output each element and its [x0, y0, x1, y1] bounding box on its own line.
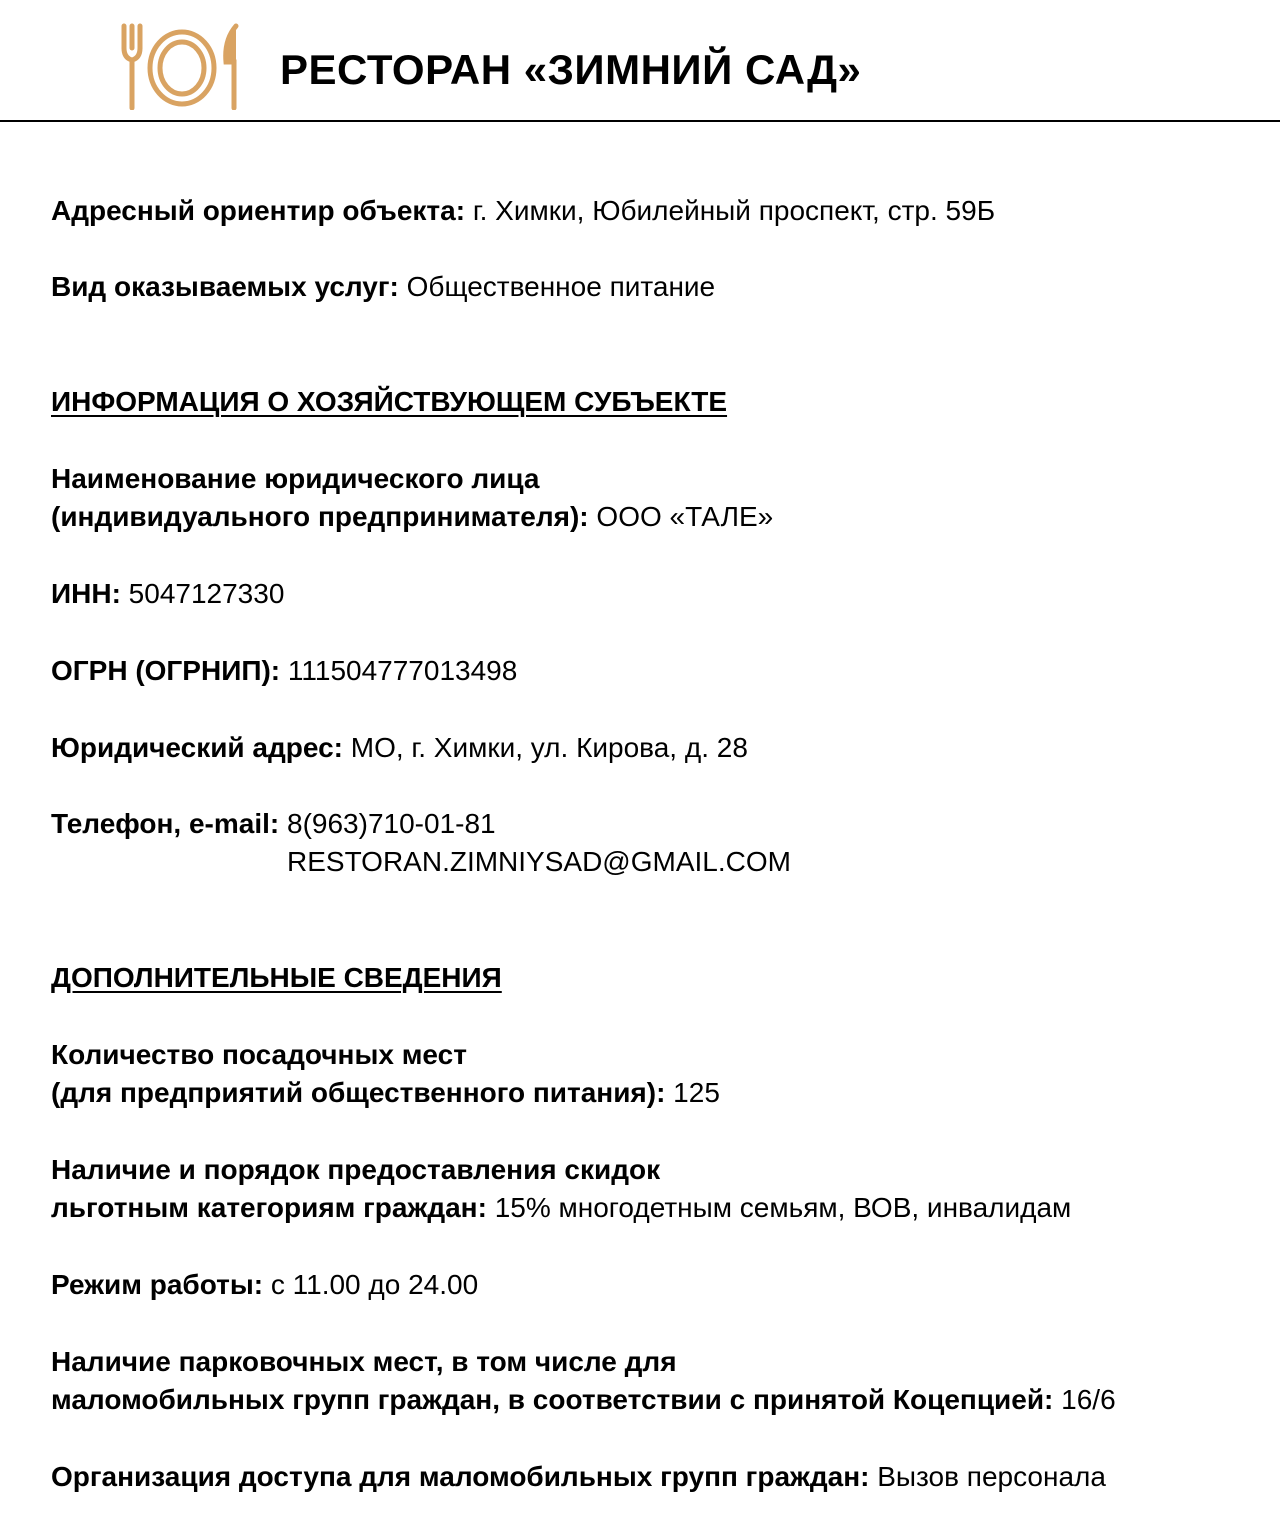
legal-address-value: МО, г. Химки, ул. Кирова, д. 28: [342, 732, 748, 763]
additional-section-heading: ДОПОЛНИТЕЛЬНЫЕ СВЕДЕНИЯ: [51, 962, 502, 993]
inn-value: 5047127330: [120, 578, 285, 609]
page-title: РЕСТОРАН «ЗИМНИЙ САД»: [280, 46, 862, 93]
hours-label: Режим работы:: [51, 1269, 264, 1300]
access-row: [51, 1458, 1106, 1496]
parking-label-second: маломобильных групп граждан, в соответствии с принятой Коцепцией:: [51, 1384, 1054, 1415]
legal-address-row: [51, 729, 748, 767]
plate-fork-knife-icon: [118, 22, 246, 110]
seats-label-first: Количество посадочных мест: [51, 1039, 467, 1070]
legal-name-label-first: Наименование юридического лица: [51, 463, 540, 494]
page-header: [0, 0, 1280, 122]
hours-row: [51, 1266, 478, 1304]
parking-value: 16/6: [1053, 1384, 1116, 1415]
seats-label-second: (для предприятий общественного питания):: [51, 1077, 666, 1108]
seats-value: 125: [665, 1077, 720, 1108]
hours-value: с 11.00 до 24.00: [263, 1269, 479, 1300]
address-value: г. Химки, Юбилейный проспект, стр. 59Б: [465, 195, 996, 226]
legal-name-row: [51, 498, 773, 536]
legal-address-label: Юридический адрес:: [51, 732, 343, 763]
phone-value: 8(963)710-01-81: [279, 808, 496, 839]
access-value: Вызов персонала: [869, 1461, 1106, 1492]
services-label: Вид оказываемых услуг:: [51, 271, 399, 302]
address-label: Адресный ориентир объекта:: [51, 195, 466, 226]
inn-label: ИНН:: [51, 578, 121, 609]
contacts-label: Телефон, e-mail:: [51, 808, 280, 839]
inn-row: [51, 575, 284, 613]
seats-row: [51, 1074, 720, 1112]
entity-section-heading: ИНФОРМАЦИЯ О ХОЗЯЙСТВУЮЩЕМ СУБЪЕКТЕ: [51, 386, 728, 417]
ogrn-label: ОГРН (ОГРНИП):: [51, 655, 281, 686]
parking-label-line1: [51, 1343, 677, 1381]
legal-name-value: ООО «ТАЛЕ»: [588, 501, 774, 532]
services-value: Общественное питание: [398, 271, 716, 302]
ogrn-value: 111504777013498: [280, 655, 518, 686]
discounts-row: [51, 1189, 1071, 1227]
discounts-label-line1: [51, 1151, 660, 1189]
discounts-label-first: Наличие и порядок предоставления скидок: [51, 1154, 661, 1185]
legal-name-label-second: (индивидуального предпринимателя):: [51, 501, 589, 532]
ogrn-row: [51, 652, 517, 690]
seats-label-line1: [51, 1036, 467, 1074]
discounts-value: 15% многодетным семьям, ВОВ, инвалидам: [486, 1192, 1072, 1223]
legal-name-label-line1: [51, 460, 540, 498]
access-label: Организация доступа для маломобильных групп граждан:: [51, 1461, 870, 1492]
email-value: RESTORAN.ZIMNIYSAD@GMAIL.COM: [287, 846, 791, 877]
parking-row: [51, 1381, 1116, 1419]
discounts-label-second: льготным категориям граждан:: [51, 1192, 487, 1223]
contacts-row: [51, 805, 496, 843]
address-row: [51, 192, 995, 230]
parking-label-first: Наличие парковочных мест, в том числе для: [51, 1346, 677, 1377]
services-row: [51, 268, 715, 306]
